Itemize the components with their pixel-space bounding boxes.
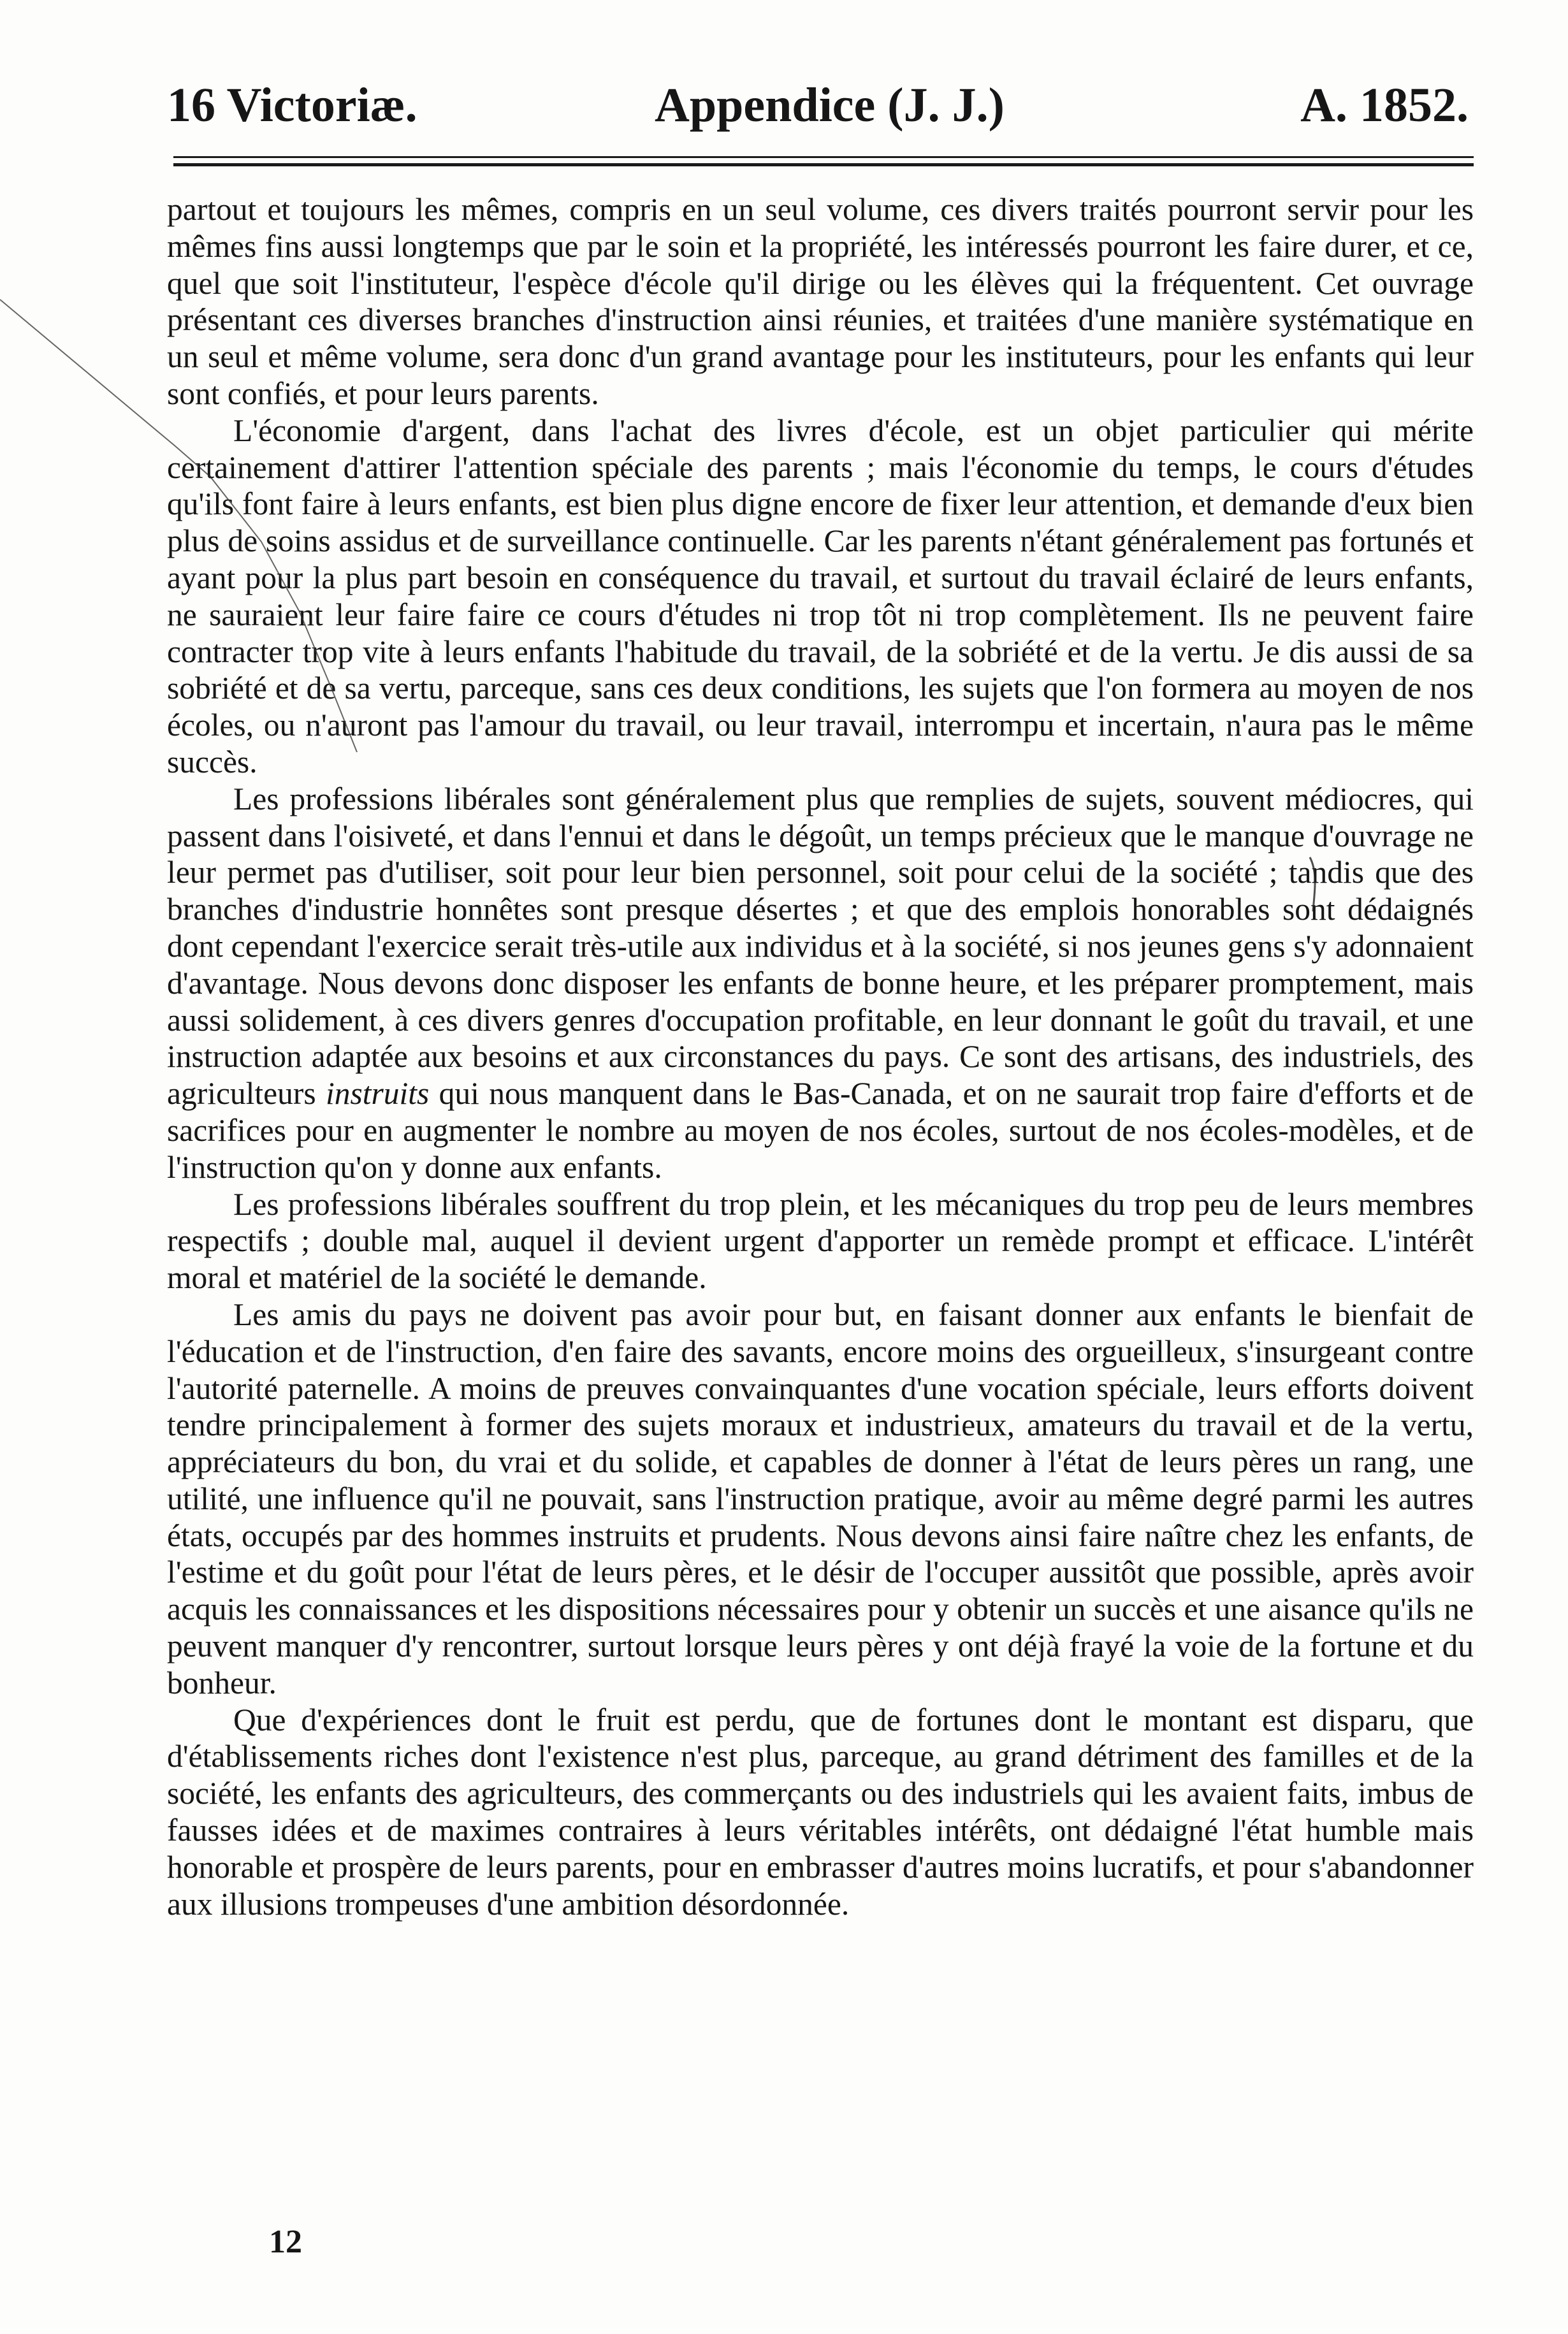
paragraph-5: Les amis du pays ne doivent pas avoir pour but, en faisant donner aux enfants le bienfait de l'éducation et de l'instruction, d'en faire des savants, encore moins des orgueilleux, s'insurgeant contre l'autorité paternelle. A moins de preuves convainquantes d'une vocation spéciale, leurs efforts doivent tendre principalement à former des sujets moraux et industrieux, amateurs du travail et de la vertu, appréciateurs du bon, du vrai et du solide, et capables de donner à l'état de leurs pères un rang, une utilité, une influence qu'il ne pouvait, sans l'instruction pratique, avoir au même degré parmi les autres états, occupés par des hommes instruits et prudents. Nous devons ainsi faire naître chez les enfants, de l'estime et du goût pour l'état de leurs pères, et le désir de l'occuper aussitôt que possible, après avoir acquis les connaissances et les dispositions nécessaires pour y obtenir un succès et une aisance qu'ils ne peuvent manquer d'y rencontrer, surtout lorsque leurs pères y ont déjà frayé la voie de la fortune et du bonheur. (167, 1296, 1474, 1700)
header-rule-thick (173, 163, 1474, 166)
paragraph-3-text: Les professions libérales sont généralement plus que remplies de sujets, souvent médiocres, qui passent dans l'oisiveté, et dans l'ennui et dans le dégoût, un temps précieux que le manque d'ouvrage ne leur permet pas d'utiliser, soit pour leur bien personnel, soit pour celui de la société ; tandis que des branches d'industrie honnêtes sont presque désertes ; et que des emplois honorables sont dédaignés dont cependant l'exercice serait très-utile aux individus et à la société, si nos jeunes gens s'y adonnaient d'avantage. Nous devons donc disposer les enfants de bonne heure, et les préparer promptement, mais aussi solidement, à ces divers genres d'occupation profitable, en leur donnant le goût du travail, et une instruction adaptée aux besoins et aux circonstances du pays. Ce sont des artisans, des industriels, des agriculteurs (167, 781, 1474, 1112)
header-center: Appendice (J. J.) (655, 78, 1005, 132)
paragraph-6: Que d'expériences dont le fruit est perdu, que de fortunes dont le montant est disparu, que d'établissements riches dont l'existence n'est plus, parceque, au grand détriment des familles et de la société, les enfants des agriculteurs, des commerçants ou des industriels qui les avaient faits, imbus de fausses idées et de maximes contraires à leurs véritables intérêts, ont dédaigné l'état humble mais honorable et prospère de leurs parents, pour en embrasser d'autres moins lucratifs, et pour s'abandonner aux illusions trompeuses d'une ambition désordonnée. (167, 1702, 1474, 1922)
header-rule-thin (173, 156, 1474, 158)
page-mark: 12 (269, 2224, 302, 2260)
paragraph-2: L'économie d'argent, dans l'achat des livres d'école, est un objet particulier qui mérite certainement d'attirer l'attention spéciale des parents ; mais l'économie du temps, le cours d'études qu'ils font faire à leurs enfants, est bien plus digne encore de fixer leur attention, et demande d'eux bien plus de soins assidus et de surveillance continuelle. Car les parents n'étant généralement pas fortunés et ayant pour la plus part besoin en conséquence du travail, et surtout du travail éclairé de leurs enfants, ne sauraient leur faire faire ce cours d'études ni trop tôt ni trop complètement. Ils ne peuvent faire contracter trop vite à leurs enfants l'habitude du travail, de la sobriété et de la vertu. Je dis aussi de sa sobriété et de sa vertu, parceque, sans ces deux conditions, les sujets que l'on formera au moyen de nos écoles, ou n'auront pas l'amour du travail, ou leur travail, interrompu et incertain, n'aura pas le même succès. (167, 412, 1474, 779)
paragraph-3-tail: qui nous manquent dans le Bas-Canada, et on ne saurait trop faire d'efforts et de sacrifices pour en augmenter le nombre au moyen de nos écoles, surtout de nos écoles-modèles, et de l'instruction qu'on y donne aux enfants. (167, 1076, 1474, 1185)
paragraph-3-italic: instruits (326, 1076, 430, 1112)
running-header (167, 70, 1469, 140)
paragraph-4: Les professions libérales souffrent du trop plein, et les mécaniques du trop peu de leurs membres respectifs ; double mal, auquel il devient urgent d'apporter un remède prompt et efficace. L'intérêt moral et matériel de la société le demande. (167, 1186, 1474, 1296)
paragraph-3 (167, 781, 1474, 1186)
paragraph-1: partout et toujours les mêmes, compris en un seul volume, ces divers traités pourront servir pour les mêmes fins aussi longtemps que par le soin et la propriété, les intéressés pourront les faire durer, et ce, quel que soit l'instituteur, l'espèce d'école qu'il dirige ou les élèves qui la fréquentent. Cet ouvrage présentant ces diverses branches d'instruction ainsi réunies, et traitées d'une manière systématique en un seul et même volume, sera donc d'un grand avantage pour les instituteurs, pour les enfants qui leur sont confiés, et pour leurs parents. (167, 192, 1474, 411)
header-left: 16 Victoriæ. (167, 78, 417, 132)
header-right: A. 1852. (1300, 78, 1469, 132)
body-text (167, 191, 1474, 1922)
